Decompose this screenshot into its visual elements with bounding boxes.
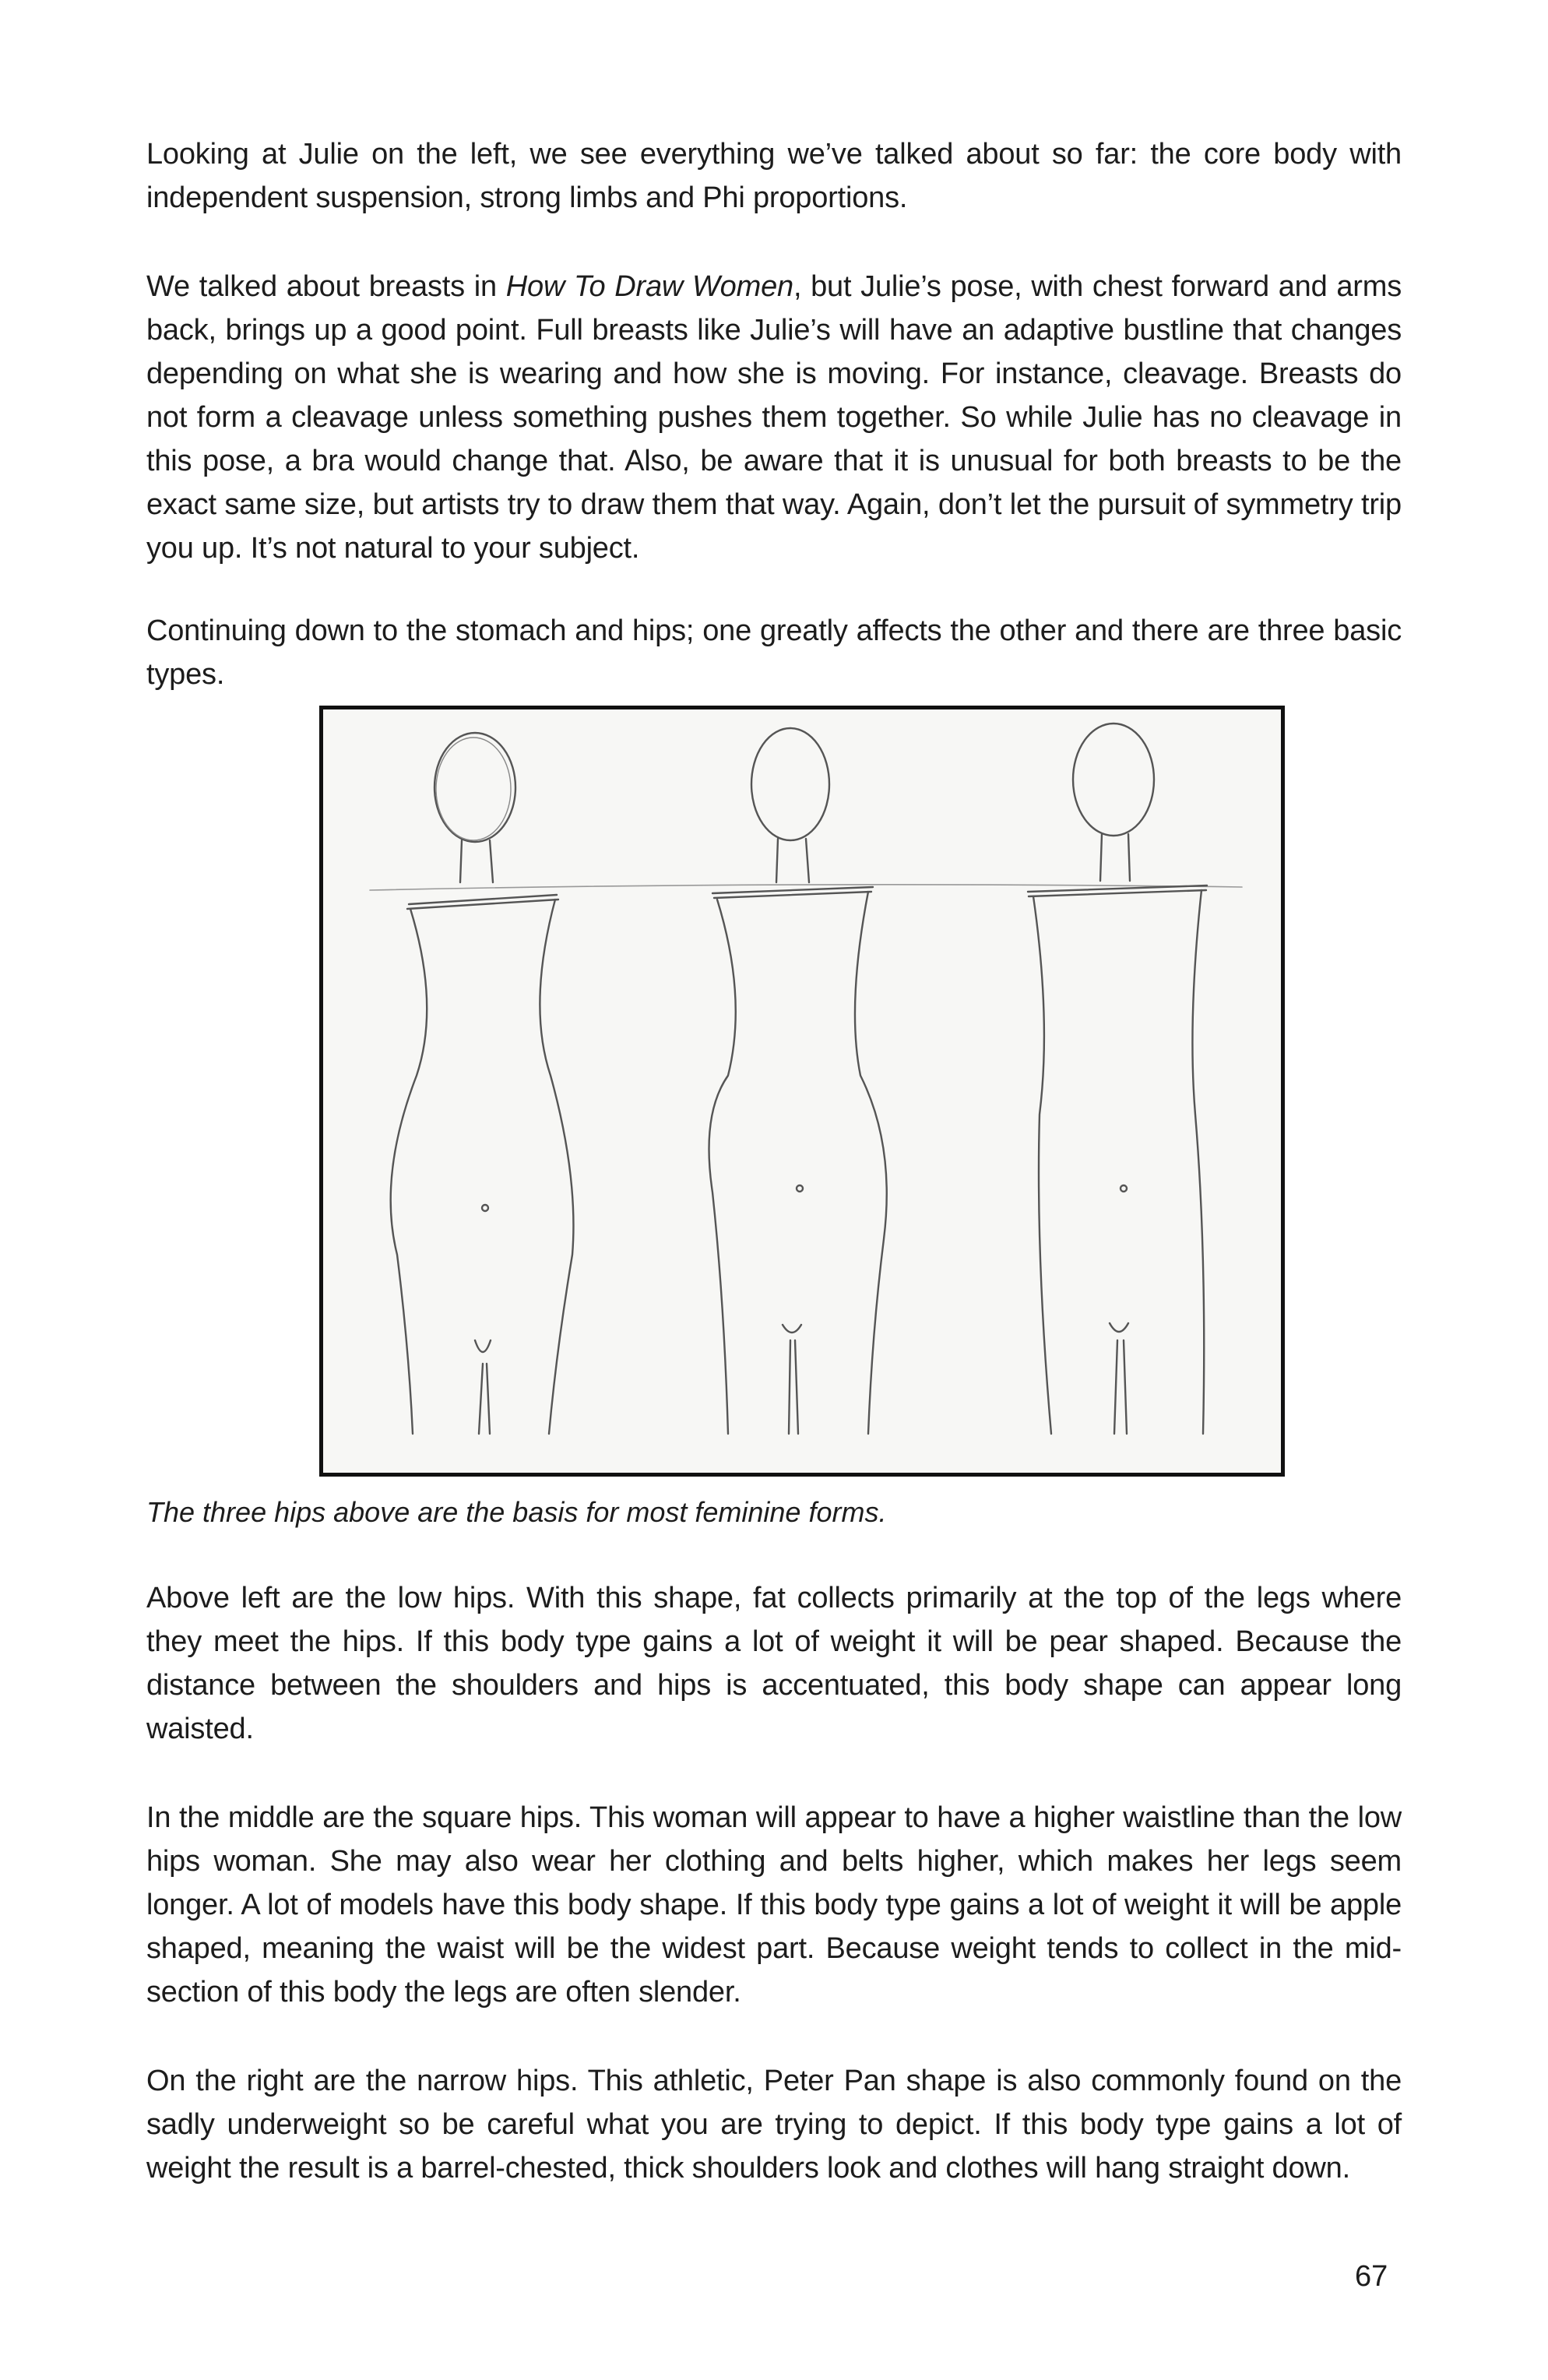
neck [776, 839, 809, 882]
head [1073, 724, 1154, 836]
navel [1121, 1185, 1127, 1192]
book-title: How To Draw Women [505, 270, 793, 303]
crotch [783, 1325, 801, 1434]
navel [797, 1185, 803, 1192]
shoulders [1028, 885, 1207, 896]
torso-right [855, 892, 887, 1434]
navel [482, 1205, 488, 1211]
sketch-drawing [323, 709, 1281, 1473]
paragraph-breasts-body: , but Julie’s pose, with chest forward and arms back, brings up a good point. Full breasts like Julie’s will have an adaptive bustline that changes depending on what she is wearing and how she is moving. For instance, cleavage. Breasts do not form a cleavage unless something pushes them together. So while Julie has no cleavage in this pose, a bra would change that. Also, be aware that it is unusual for both breasts to be the exact same size, but artists try to draw them that way. Again, don’t let the pursuit of symmetry trip you up. It’s not natural to your subject. [146, 270, 1402, 565]
sketch-low-hips [391, 733, 574, 1434]
paragraph-hip-types: Continuing down to the stomach and hips; one greatly affects the other and there are three basic types. [146, 614, 1402, 691]
head [751, 728, 829, 840]
paragraph-breasts-lead: We talked about breasts in [146, 270, 506, 303]
torso-right [540, 900, 573, 1434]
paragraph-low-hips: Above left are the low hips. With this shape, fat collects primarily at the top of the legs where they meet the hips. If this body type gains a lot of weight it will be pear shaped. Because the distance between the shoulders and hips is accentuated, this body shape can appear long waisted. [146, 1582, 1402, 1745]
torso-right [1192, 890, 1204, 1434]
figure-caption: The three hips above are the basis for most feminine forms. [146, 1496, 887, 1528]
paragraph-square-hips: In the middle are the square hips. This woman will appear to have a higher waistline than the low hips woman. She may also wear her clothing and belts higher, which makes her legs seem longer. A lot of models have this body shape. If this body type gains a lot of weight it will be apple shaped, meaning the waist will be the widest part. Because weight tends to collect in the mid-section of this body the legs are often slender. [146, 1801, 1402, 2009]
hip-types-sketch-figure [319, 706, 1285, 1477]
sketch-narrow-hips [1028, 724, 1207, 1434]
paragraph-breasts [146, 265, 1402, 570]
crotch [475, 1340, 491, 1434]
neck [460, 840, 493, 882]
sketch-square-hips [709, 728, 887, 1434]
torso-left [1033, 896, 1051, 1434]
torso-left [709, 900, 736, 1434]
shoulders [712, 887, 873, 898]
paragraph-narrow-hips: On the right are the narrow hips. This athletic, Peter Pan shape is also commonly found on the sadly underweight so be careful what you are trying to depict. If this body type gains a lot of weight the result is a barrel-chested, thick shoulders look and clothes will hang straight down. [146, 2065, 1402, 2185]
paragraph-intro: Looking at Julie on the left, we see everything we’ve talked about so far: the core body with independent suspension, strong limbs and Phi proportions. [146, 138, 1402, 214]
shoulders [407, 895, 558, 909]
neck [1100, 834, 1130, 881]
crotch [1110, 1323, 1128, 1434]
page-number: 67 [1355, 2260, 1388, 2293]
torso-left [391, 909, 427, 1434]
